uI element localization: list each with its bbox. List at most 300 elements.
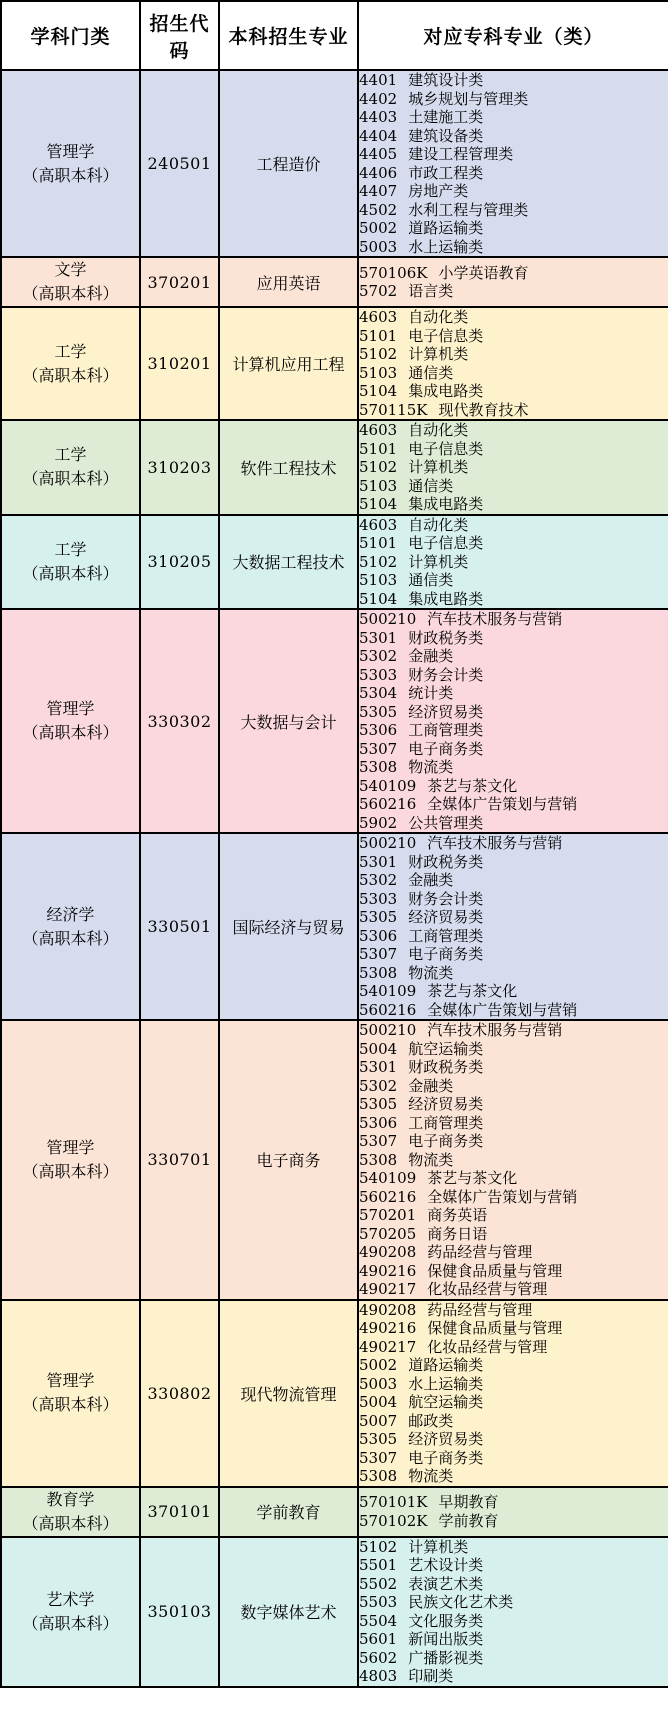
spec-code: 5307 — [359, 739, 398, 758]
spec-name: 经济贸易类 — [408, 908, 484, 926]
spec-name: 建设工程管理类 — [408, 145, 514, 163]
table-row — [1, 420, 668, 515]
undergraduate-major: 大数据与会计 — [240, 712, 337, 732]
header-enrollment-code: 招生代码 — [140, 1, 219, 70]
spec-name: 广播影视类 — [408, 1648, 484, 1667]
category-level-note: （高职本科） — [22, 1613, 119, 1633]
header-corresponding-vocational-majors: 对应专科专业（类） — [358, 1, 668, 70]
spec-list-item — [359, 364, 668, 383]
spec-code: 570205 — [359, 1224, 417, 1243]
spec-name: 新闻出版类 — [408, 1630, 484, 1648]
spec-name: 统计类 — [408, 684, 454, 702]
table-row — [1, 1020, 668, 1300]
spec-list-item — [359, 814, 668, 833]
spec-list-item — [359, 740, 668, 759]
spec-list-item — [359, 238, 668, 257]
spec-name: 汽车技术服务与营销 — [427, 610, 563, 628]
spec-name: 水利工程与管理类 — [408, 200, 529, 219]
spec-name: 房地产类 — [408, 182, 469, 200]
spec-list-item — [359, 1058, 668, 1077]
spec-list-item — [359, 1077, 668, 1096]
spec-code: 570102K — [359, 1511, 428, 1530]
spec-name: 文化服务类 — [408, 1611, 484, 1630]
spec-list-item — [359, 684, 668, 703]
spec-code: 5102 — [359, 1537, 398, 1556]
spec-name: 物流类 — [408, 758, 454, 776]
spec-code: 4402 — [359, 89, 398, 108]
spec-list-item — [359, 982, 668, 1001]
spec-list-item — [359, 703, 668, 722]
spec-name: 市政工程类 — [408, 163, 484, 182]
spec-list-item — [359, 1169, 668, 1188]
spec-code: 5104 — [359, 589, 398, 608]
spec-list-item — [359, 401, 668, 420]
spec-list-item — [359, 1132, 668, 1151]
spec-name: 集成电路类 — [408, 589, 484, 608]
spec-name: 汽车技术服务与营销 — [427, 834, 563, 852]
spec-list-item — [359, 927, 668, 946]
category-name: 工学 — [54, 445, 87, 465]
table-row — [1, 70, 668, 257]
spec-list-cell — [358, 420, 668, 515]
spec-name: 建筑设计类 — [408, 71, 484, 89]
spec-code: 5902 — [359, 813, 398, 832]
spec-code: 5007 — [359, 1411, 398, 1430]
spec-list-item — [359, 264, 668, 283]
spec-list-item — [359, 1151, 668, 1170]
spec-code: 5102 — [359, 552, 398, 571]
code-cell — [140, 515, 219, 610]
category-level-note: （高职本科） — [22, 1395, 119, 1414]
spec-list-item — [359, 1649, 668, 1668]
spec-name: 电子商务类 — [408, 945, 484, 963]
spec-code: 5102 — [359, 345, 398, 363]
spec-code: 5003 — [359, 1374, 398, 1393]
enrollment-code: 370101 — [147, 1502, 212, 1521]
spec-code: 4401 — [359, 71, 398, 89]
table-row — [1, 1487, 668, 1537]
spec-name: 通信类 — [408, 571, 454, 589]
spec-name: 计算机类 — [408, 345, 469, 363]
spec-name: 自动化类 — [408, 515, 469, 534]
spec-code: 5004 — [359, 1039, 398, 1058]
category-name: 文学 — [54, 260, 87, 279]
spec-name: 保健食品质量与管理 — [427, 1319, 563, 1337]
spec-list-item — [359, 553, 668, 572]
spec-name: 语言类 — [408, 282, 454, 300]
spec-list-item — [359, 458, 668, 477]
spec-code: 5101 — [359, 326, 398, 345]
spec-code: 5301 — [359, 628, 398, 647]
spec-code: 5306 — [359, 926, 398, 945]
spec-code: 5501 — [359, 1556, 398, 1574]
spec-list-item — [359, 1593, 668, 1612]
enrollment-code: 240501 — [147, 154, 212, 173]
spec-code: 5503 — [359, 1593, 398, 1611]
spec-list-item — [359, 1412, 668, 1431]
category-cell — [1, 257, 140, 307]
spec-code: 4403 — [359, 108, 398, 126]
spec-name: 工商管理类 — [408, 1113, 484, 1132]
category-level-note: （高职本科） — [22, 165, 119, 185]
spec-name: 自动化类 — [408, 421, 469, 439]
spec-list-item — [359, 1262, 668, 1281]
spec-list-item — [359, 1449, 668, 1468]
spec-code: 5102 — [359, 458, 398, 476]
category-cell — [1, 1487, 140, 1537]
spec-name: 物流类 — [408, 1150, 454, 1169]
spec-name: 财政税务类 — [408, 1058, 484, 1076]
spec-name: 艺术设计类 — [408, 1556, 484, 1574]
spec-name: 航空运输类 — [408, 1039, 484, 1058]
category-level-note: （高职本科） — [22, 563, 119, 583]
spec-name: 工商管理类 — [408, 721, 484, 739]
spec-code: 5305 — [359, 1430, 398, 1448]
spec-list-item — [359, 666, 668, 685]
spec-list-item — [359, 282, 668, 301]
spec-code: 5101 — [359, 439, 398, 458]
spec-name: 电子商务类 — [408, 1448, 484, 1467]
spec-code: 5002 — [359, 219, 398, 237]
spec-list-item — [359, 1301, 668, 1320]
category-name: 管理学 — [46, 1371, 95, 1390]
spec-list-item — [359, 571, 668, 590]
category-cell — [1, 70, 140, 257]
spec-code: 5303 — [359, 889, 398, 908]
spec-code: 490217 — [359, 1280, 417, 1298]
spec-name: 工商管理类 — [408, 926, 484, 945]
spec-name: 金融类 — [408, 647, 454, 665]
spec-list-cell — [358, 1537, 668, 1687]
spec-name: 计算机类 — [408, 1537, 469, 1556]
category-level-note: （高职本科） — [22, 365, 119, 385]
spec-code: 560216 — [359, 1187, 417, 1206]
table-body — [1, 70, 668, 1687]
spec-name: 经济贸易类 — [408, 1095, 484, 1113]
spec-code: 5304 — [359, 684, 398, 702]
spec-code: 500210 — [359, 610, 417, 628]
spec-list-item — [359, 440, 668, 459]
spec-name: 金融类 — [408, 871, 454, 889]
spec-code: 540109 — [359, 1169, 417, 1187]
spec-name: 电子信息类 — [408, 439, 484, 458]
category-level-note: （高职本科） — [22, 928, 119, 948]
category-level-note: （高职本科） — [22, 284, 119, 303]
spec-name: 化妆品经营与管理 — [427, 1337, 548, 1356]
spec-code: 4407 — [359, 182, 398, 200]
spec-name: 学前教育 — [438, 1511, 499, 1530]
spec-list-item — [359, 1575, 668, 1594]
spec-list-item — [359, 1430, 668, 1449]
category-cell — [1, 307, 140, 420]
category-cell — [1, 609, 140, 833]
category-cell — [1, 1300, 140, 1487]
code-cell — [140, 1020, 219, 1300]
spec-name: 电子商务类 — [408, 739, 484, 758]
spec-list-item — [359, 1375, 668, 1394]
spec-code: 5601 — [359, 1630, 398, 1648]
spec-list-item — [359, 1630, 668, 1649]
spec-list — [359, 264, 668, 301]
major-cell — [219, 1537, 358, 1687]
major-cell — [219, 609, 358, 833]
major-cell — [219, 833, 358, 1020]
major-cell — [219, 420, 358, 515]
spec-name: 电子商务类 — [408, 1132, 484, 1150]
header-undergraduate-major: 本科招生专业 — [219, 1, 358, 70]
spec-name: 物流类 — [408, 963, 454, 982]
enrollment-code: 330302 — [147, 711, 212, 731]
spec-list-item — [359, 777, 668, 796]
spec-code: 5307 — [359, 1448, 398, 1467]
spec-code: 5002 — [359, 1356, 398, 1374]
undergraduate-major: 大数据工程技术 — [232, 553, 345, 573]
spec-name: 计算机类 — [408, 552, 469, 571]
spec-code: 5308 — [359, 1150, 398, 1169]
category-level-note: （高职本科） — [22, 1161, 119, 1181]
spec-list-item — [359, 964, 668, 983]
spec-code: 5308 — [359, 758, 398, 776]
spec-list — [359, 421, 668, 514]
spec-list-item — [359, 516, 668, 535]
spec-code: 5305 — [359, 702, 398, 721]
spec-code: 5307 — [359, 1132, 398, 1150]
spec-list-item — [359, 945, 668, 964]
spec-name: 通信类 — [408, 363, 454, 382]
spec-list-item — [359, 421, 668, 440]
category-name: 教育学 — [46, 1489, 95, 1509]
spec-list-item — [359, 382, 668, 401]
spec-name: 财政税务类 — [408, 628, 484, 647]
spec-code: 5305 — [359, 908, 398, 926]
spec-code: 570201 — [359, 1206, 417, 1224]
spec-name: 全媒体广告策划与营销 — [427, 1187, 578, 1206]
spec-name: 民族文化艺术类 — [408, 1593, 514, 1611]
spec-name: 药品经营与管理 — [427, 1300, 533, 1319]
spec-code: 5103 — [359, 363, 398, 382]
spec-code: 5308 — [359, 1467, 398, 1485]
category-cell — [1, 1537, 140, 1687]
spec-code: 5004 — [359, 1393, 398, 1411]
undergraduate-major: 学前教育 — [256, 1503, 321, 1522]
spec-name: 集成电路类 — [408, 495, 484, 513]
spec-name: 药品经营与管理 — [427, 1243, 533, 1261]
spec-code: 500210 — [359, 834, 417, 852]
spec-code: 570101K — [359, 1493, 428, 1511]
spec-list-item — [359, 1538, 668, 1557]
spec-name: 茶艺与茶文化 — [427, 1169, 518, 1187]
spec-list — [359, 71, 668, 256]
code-cell — [140, 1487, 219, 1537]
spec-code: 5301 — [359, 1058, 398, 1076]
spec-code: 5308 — [359, 963, 398, 982]
spec-list-item — [359, 145, 668, 164]
code-cell — [140, 609, 219, 833]
undergraduate-major: 工程造价 — [256, 155, 321, 174]
spec-name: 表演艺术类 — [408, 1574, 484, 1593]
spec-list-item — [359, 219, 668, 238]
spec-code: 5302 — [359, 871, 398, 889]
spec-code: 5003 — [359, 237, 398, 256]
spec-list-item — [359, 1612, 668, 1631]
spec-code: 5306 — [359, 721, 398, 739]
category-name: 工学 — [54, 539, 87, 559]
spec-list-item — [359, 201, 668, 220]
spec-list-item — [359, 871, 668, 890]
spec-code: 5104 — [359, 382, 398, 400]
spec-list-item — [359, 834, 668, 853]
major-cell — [219, 70, 358, 257]
major-cell — [219, 515, 358, 610]
spec-code: 5305 — [359, 1095, 398, 1113]
spec-code: 500210 — [359, 1021, 417, 1039]
spec-list-item — [359, 534, 668, 553]
spec-list-item — [359, 164, 668, 183]
enrollment-code: 370201 — [147, 272, 212, 292]
spec-list-cell — [358, 1300, 668, 1487]
category-cell — [1, 833, 140, 1020]
table-row — [1, 1300, 668, 1487]
category-name: 管理学 — [46, 1137, 95, 1157]
spec-name: 土建施工类 — [408, 108, 484, 126]
spec-list — [359, 1538, 668, 1686]
category-cell — [1, 1020, 140, 1300]
spec-list-item — [359, 890, 668, 909]
category-level-note: （高职本科） — [22, 723, 119, 742]
spec-list — [359, 610, 668, 832]
category-cell — [1, 420, 140, 515]
spec-name: 经济贸易类 — [408, 702, 484, 721]
spec-list-item — [359, 610, 668, 629]
spec-list-item — [359, 758, 668, 777]
spec-list-item — [359, 1338, 668, 1357]
category-name: 管理学 — [46, 699, 95, 718]
spec-code: 5306 — [359, 1113, 398, 1132]
spec-name: 财政税务类 — [408, 852, 484, 871]
spec-code: 4406 — [359, 163, 398, 182]
spec-code: 570115K — [359, 400, 428, 419]
spec-list-item — [359, 327, 668, 346]
spec-name: 商务日语 — [427, 1224, 488, 1243]
spec-code: 5302 — [359, 647, 398, 665]
table-row — [1, 257, 668, 307]
spec-list-cell — [358, 1487, 668, 1537]
spec-list-item — [359, 1040, 668, 1059]
spec-list-cell — [358, 70, 668, 257]
spec-code: 5307 — [359, 945, 398, 963]
spec-code: 560216 — [359, 1000, 417, 1019]
enrollment-code: 310203 — [147, 457, 212, 477]
enrollment-code: 330802 — [147, 1383, 212, 1403]
spec-name: 全媒体广告策划与营销 — [427, 795, 578, 813]
code-cell — [140, 1300, 219, 1487]
major-cell — [219, 1487, 358, 1537]
spec-list — [359, 834, 668, 1019]
code-cell — [140, 257, 219, 307]
table-row — [1, 1537, 668, 1687]
spec-name: 水上运输类 — [408, 1374, 484, 1393]
undergraduate-major: 软件工程技术 — [240, 458, 337, 478]
spec-code: 540109 — [359, 776, 417, 795]
undergraduate-major: 国际经济与贸易 — [232, 918, 345, 937]
undergraduate-major: 数字媒体艺术 — [240, 1603, 337, 1622]
spec-name: 财务会计类 — [408, 665, 484, 684]
spec-code: 490208 — [359, 1243, 417, 1261]
spec-name: 茶艺与茶文化 — [427, 982, 518, 1000]
spec-list-item — [359, 1556, 668, 1575]
category-level-note: （高职本科） — [22, 1513, 119, 1533]
spec-list-item — [359, 629, 668, 648]
code-cell — [140, 70, 219, 257]
spec-list-item — [359, 108, 668, 127]
spec-list-item — [359, 721, 668, 740]
spec-list-item — [359, 590, 668, 609]
spec-code: 4603 — [359, 308, 398, 326]
spec-code: 5502 — [359, 1574, 398, 1593]
spec-list-item — [359, 90, 668, 109]
spec-code: 5103 — [359, 476, 398, 495]
spec-name: 航空运输类 — [408, 1393, 484, 1411]
spec-list-cell — [358, 833, 668, 1020]
spec-list-item — [359, 71, 668, 90]
spec-list-cell — [358, 515, 668, 610]
spec-name: 现代教育技术 — [438, 400, 529, 419]
spec-list-item — [359, 1356, 668, 1375]
spec-list-item — [359, 1114, 668, 1133]
spec-list-item — [359, 908, 668, 927]
enrollment-code: 350103 — [147, 1602, 212, 1621]
undergraduate-major: 电子商务 — [256, 1151, 321, 1171]
spec-name: 化妆品经营与管理 — [427, 1280, 548, 1298]
spec-list-item — [359, 345, 668, 364]
spec-code: 4502 — [359, 200, 398, 219]
spec-list-item — [359, 647, 668, 666]
spec-list-item — [359, 1280, 668, 1299]
spec-name: 道路运输类 — [408, 1356, 484, 1374]
spec-code: 5303 — [359, 665, 398, 684]
spec-code: 5504 — [359, 1611, 398, 1630]
spec-code: 560216 — [359, 795, 417, 813]
enrollment-code: 310201 — [147, 354, 212, 373]
spec-code: 490216 — [359, 1261, 417, 1280]
undergraduate-major: 计算机应用工程 — [232, 355, 345, 374]
table-row — [1, 515, 668, 610]
spec-code: 5702 — [359, 282, 398, 300]
spec-name: 邮政类 — [408, 1411, 454, 1430]
spec-name: 水上运输类 — [408, 237, 484, 256]
spec-list-item — [359, 1095, 668, 1114]
header-subject-category: 学科门类 — [1, 1, 140, 70]
table-row — [1, 307, 668, 420]
spec-code: 490208 — [359, 1300, 417, 1319]
spec-list-item — [359, 1319, 668, 1338]
spec-list-item — [359, 1393, 668, 1412]
spec-list-item — [359, 1467, 668, 1486]
spec-list-item — [359, 1512, 668, 1531]
spec-list-item — [359, 308, 668, 327]
spec-list-item — [359, 1188, 668, 1207]
spec-code: 4803 — [359, 1667, 398, 1685]
spec-code: 5302 — [359, 1076, 398, 1095]
spec-name: 电子信息类 — [408, 534, 484, 552]
spec-list — [359, 1493, 668, 1530]
spec-list-item — [359, 477, 668, 496]
spec-name: 全媒体广告策划与营销 — [427, 1000, 578, 1019]
spec-list-item — [359, 1225, 668, 1244]
spec-code: 4404 — [359, 126, 398, 145]
spec-code: 5301 — [359, 852, 398, 871]
spec-name: 小学英语教育 — [438, 263, 529, 282]
